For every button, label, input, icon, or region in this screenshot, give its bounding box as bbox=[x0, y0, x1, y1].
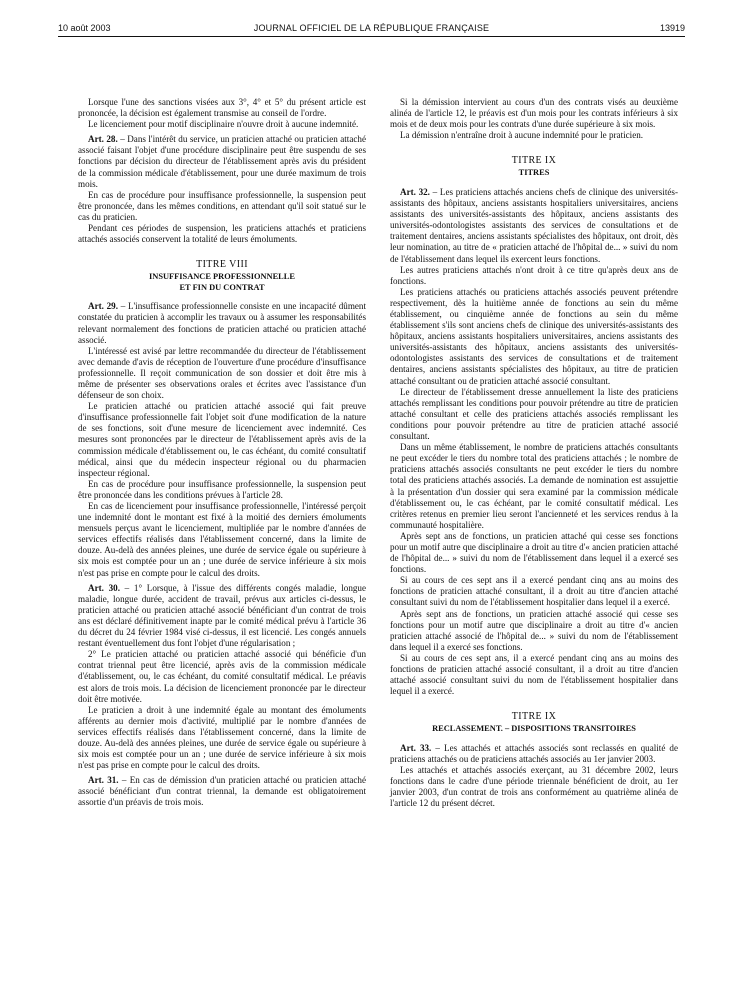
paragraph: En cas de procédure pour insuffisance professionnelle, la suspension peut être prononcée, dans les mêmes conditions, en attendant qu'il soit statué sur le cas du praticien. bbox=[78, 189, 366, 222]
section-subtitle bbox=[78, 272, 366, 293]
article-text: – 1° Lorsque, à l'issue des différents congés maladie, longue maladie, longue durée, accident de travail, prévus aux articles ci-dessus, le praticien attaché ou praticien attaché associé bénéficiant d'un contrat de trois ans est déclaré définitivement inapte par le comité médical prévu à l'article 36 du décret du 24 février 1984 visé ci-dessus, il est licencié. Les congés annuels restant éventuellement dus font l'objet d'une régularisation ; bbox=[78, 582, 367, 649]
article-29 bbox=[78, 301, 366, 345]
paragraph: Lorsque l'une des sanctions visées aux 3°, 4° et 5° du présent article est prononcée, la décision est également transmise au conseil de l'ordre. bbox=[78, 97, 366, 119]
article-30 bbox=[78, 583, 366, 650]
section-subtitle-line: INSUFFISANCE PROFESSIONNELLE bbox=[149, 272, 295, 282]
paragraph: Le licenciement pour motif disciplinaire n'ouvre droit à aucune indemnité. bbox=[88, 119, 359, 130]
article-label: Art. 28. bbox=[88, 134, 118, 145]
article-31 bbox=[78, 775, 366, 808]
section-subtitle: TITRES bbox=[518, 168, 550, 178]
article-32 bbox=[390, 187, 678, 265]
header-date: 10 août 2003 bbox=[58, 23, 111, 33]
page-number: 13919 bbox=[659, 23, 685, 33]
article-text: – Les attachés et attachés associés sont reclassés en qualité de praticiens attachés ou de praticiens attachés associés au 1er janvier 2003. bbox=[390, 742, 678, 764]
left-column bbox=[78, 97, 366, 809]
paragraph: Les autres praticiens attachés n'ont droit à ce titre qu'après deux ans de fonctions. bbox=[390, 264, 678, 286]
paragraph: En cas de licenciement pour insuffisance professionnelle, l'intéressé perçoit une indemnité dont le montant est fixé à la moitié des derniers émoluments mensuels perçus avant le licenciement, multipliée par le nombre d'années de services effectifs réalisés dans l'établissement concerné, dans la limite de douze. Au-delà des années pleines, une durée de service égale ou supérieure à six mois est comptée pour un an ; une durée de service inférieure à six mois n'est pas prise en compte pour le calcul des droits. bbox=[78, 501, 366, 578]
section-title: TITRE VIII bbox=[196, 259, 248, 271]
journal-title: JOURNAL OFFICIEL DE LA RÉPUBLIQUE FRANÇAISE bbox=[253, 23, 490, 33]
paragraph: La démission n'entraîne droit à aucune indemnité pour le praticien. bbox=[400, 130, 644, 141]
section-subtitle-line: ET FIN DU CONTRAT bbox=[179, 282, 265, 292]
article-label: Art. 31. bbox=[88, 775, 119, 786]
section-subtitle: RECLASSEMENT. – DISPOSITIONS TRANSITOIRES bbox=[432, 724, 636, 734]
paragraph: En cas de procédure pour insuffisance professionnelle, la suspension peut être prononcée dans les conditions prévues à l'article 28. bbox=[78, 478, 366, 500]
paragraph: Les praticiens attachés ou praticiens attachés associés peuvent prétendre respectivement, dès la huitième année de fonctions au sein du même établissement, ou cinquième année de fonctions au sein du même établissement s'ils sont anciens chefs de clinique des universités-assistants des hôpitaux, anciens assistants hospitaliers universitaires, anciens assistants des universités-assistants des hôpitaux, anciens assistants des universités-odontologistes assistants des services de consultations et de traitement dentaires, anciens assistants spécialistes des hôpitaux, au titre de praticien attaché consultant ou de praticien attaché associé consultant. bbox=[390, 286, 678, 386]
article-label: Art. 33. bbox=[400, 742, 432, 753]
paragraph: Si au cours de ces sept ans il a exercé pendant cinq ans au moins des fonctions de praticien attaché consultant, il a droit au titre d'ancien attaché consultant suivi du nom de l'établissement hospitalier dans lequel il a exercé. bbox=[390, 575, 678, 608]
article-text: – Dans l'intérêt du service, un praticien attaché ou praticien attaché associé faisant l'objet d'une procédure disciplinaire peut être suspendu de ses fonctions par décision du directeur de l'établissement après avis du président de la commission médicale d'établissement, pour une durée maximum de trois mois. bbox=[78, 134, 366, 189]
paragraph: Après sept ans de fonctions, un praticien attaché qui cesse ses fonctions pour un motif autre que disciplinaire a droit au titre d'« ancien praticien attaché de l'hôpital de... » suivi du nom de l'établissement dans lequel il a exercé ses fonctions. bbox=[390, 530, 678, 575]
paragraph: Pendant ces périodes de suspension, les praticiens attachés et praticiens attachés associés conservent la totalité de leurs émoluments. bbox=[78, 223, 366, 245]
paragraph: Si au cours de ces sept ans, il a exercé pendant cinq ans au moins des fonctions de praticien attaché associé consultant, il a droit au titre d'ancien attaché associé consultant suivi du nom de l'établissement hospitalier dans lequel il a exercé. bbox=[390, 652, 678, 697]
article-label: Art. 32. bbox=[400, 186, 430, 197]
right-column bbox=[390, 97, 678, 809]
paragraph: Le praticien a droit à une indemnité égale au montant des émoluments afférents au dernier mois d'activité, multiplié par le nombre d'années de services effectifs réalisés dans l'établissement concerné, dans la limite de douze. Au-delà des années pleines, une durée de service égale ou supérieure à six mois est comptée pour un an ; une durée de service inférieure à six mois n'est pas prise en compte pour le calcul des droits. bbox=[78, 704, 366, 771]
paragraph: Le directeur de l'établissement dresse annuellement la liste des praticiens attachés remplissant les conditions pour pouvoir prétendre au titre de praticien attaché consultant et celle des praticiens attachés associés remplissant les conditions pour pouvoir prétendre au titre de praticien attaché associé consultant. bbox=[390, 386, 678, 442]
section-title: TITRE IX bbox=[511, 155, 557, 167]
paragraph: Après sept ans de fonctions, un praticien attaché associé qui cesse ses fonctions pour un motif autre que disciplinaire a droit au titre d'« ancien praticien attaché associé de l'hôpital de... » suivi du nom de l'établissement dans lequel il a exercé ses fonctions. bbox=[390, 608, 678, 652]
page-header bbox=[58, 20, 685, 36]
article-label: Art. 29. bbox=[88, 301, 118, 312]
paragraph: 2° Le praticien attaché ou praticien attaché associé qui bénéficie d'un contrat triennal peut être licencié, après avis de la commission médicale d'établissement, ou, le cas échéant, du comité consultatif médical. Le préavis est alors de trois mois. La décision de licenciement prononcée par le directeur doit être motivée. bbox=[78, 649, 366, 704]
article-label: Art. 30. bbox=[88, 582, 120, 593]
paragraph: Les attachés et attachés associés exerçant, au 31 décembre 2002, leurs fonctions dans le cadre d'une période triennale bénéficient de droit, au 1er janvier 2003, d'un contrat de trois ans conformément au quatrième alinéa de l'article 12 du présent décret. bbox=[390, 765, 678, 809]
paragraph: Dans un même établissement, le nombre de praticiens attachés consultants ne peut excéder le tiers du nombre total des praticiens attachés ; le nombre de praticiens attachés associés consultants ne peut excéder le tiers du nombre total des praticiens attachés associés. La demande de nomination est assujettie à la présentation d'un dossier qui sera examiné par la commission médicale d'établissement ou, le cas échéant, par le comité consultatif médical. Les critères retenus en premier lieu seront l'ancienneté et les services rendus à la communauté hospitalière. bbox=[390, 442, 678, 530]
header-rule bbox=[58, 36, 685, 37]
article-28 bbox=[78, 134, 366, 189]
article-text: – L'insuffisance professionnelle consiste en une incapacité dûment constatée du praticien à accomplir les travaux ou à assumer les responsabilités relevant normalement des fonctions de praticien attaché ou praticien attaché associé. bbox=[78, 301, 366, 345]
paragraph: Le praticien attaché ou praticien attaché associé qui fait preuve d'insuffisance professionnelle fait l'objet soit d'une modification de la nature de ses fonctions, soit d'une mesure de licenciement avec indemnité. Ces mesures sont prononcées par le directeur de l'établissement après avis de la commission médicale d'établissement ou, le cas échéant, du comité consultatif médical, ainsi que du médecin inspecteur régional ou du pharmacien inspecteur régional. bbox=[78, 401, 366, 478]
article-text: – En cas de démission d'un praticien attaché ou praticien attaché associé bénéficiant d'un contrat triennal, la demande est obligatoirement assortie d'un préavis de trois mois. bbox=[78, 775, 367, 808]
article-text: – Les praticiens attachés anciens chefs de clinique des universités-assistants des hôpitaux, anciens assistants hospitaliers universitaires, anciens assistants des universités-assistants des hôpitaux, anciens assistants des universités-odontologistes assistants des services de consultations et de traitement dentaires, anciens assistants spécialistes des hôpitaux, ont droit, dès leur nomination, au titre de « praticien attaché de l'hôpital de... » suivi du nom de l'établissement dans lequel ils exercent leurs fonctions. bbox=[390, 186, 678, 264]
paragraph: Si la démission intervient au cours d'un des contrats visés au deuxième alinéa de l'article 12, le préavis est d'un mois pour les contrats inférieurs à six mois et de deux mois pour les contrats d'une durée supérieure à six mois. bbox=[390, 97, 678, 130]
paragraph: L'intéressé est avisé par lettre recommandée du directeur de l'établissement avec demande d'avis de réception de l'ouverture d'une procédure d'insuffisance professionnelle. Il reçoit communication de son dossier et doit être mis à même de présenter ses observations orales et écrites avec l'assistance d'un défenseur de son choix. bbox=[78, 345, 366, 401]
section-title: TITRE IX bbox=[511, 711, 557, 723]
article-33 bbox=[390, 743, 678, 765]
